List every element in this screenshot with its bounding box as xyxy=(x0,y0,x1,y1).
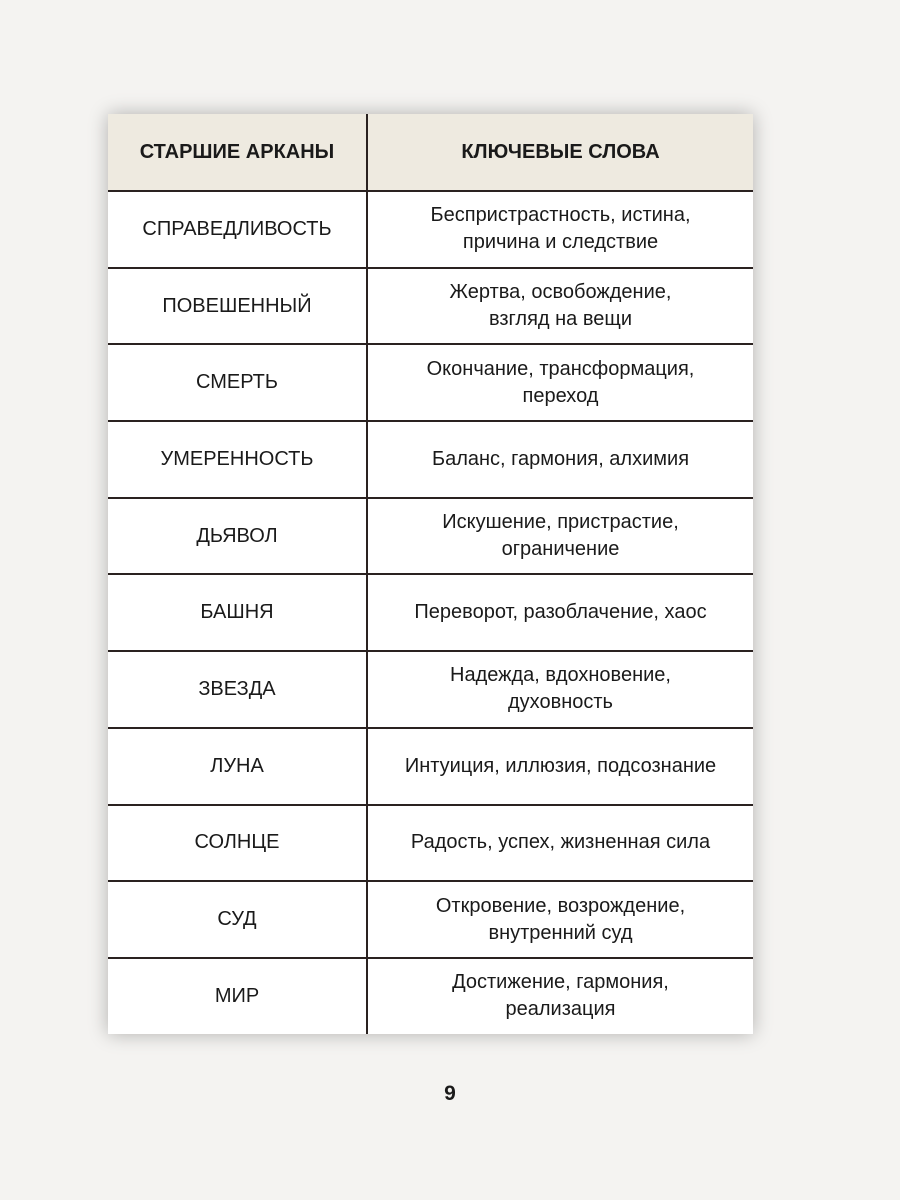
table-row xyxy=(108,650,753,727)
table-row xyxy=(108,497,753,574)
arcana-name-cell: ЗВЕЗДА xyxy=(108,652,368,727)
table-row xyxy=(108,957,753,1034)
page-number: 9 xyxy=(444,1082,456,1105)
keywords-cell: Баланс, гармония, алхимия xyxy=(431,447,690,470)
keywords-cell: Переворот, разоблачение, хаос xyxy=(414,601,707,624)
arcana-name-cell: СУД xyxy=(108,882,368,957)
arcana-name-cell: СОЛНЦЕ xyxy=(108,806,368,881)
table-row xyxy=(108,343,753,420)
table-row xyxy=(108,804,753,881)
keywords-cell: Окончание, трансформация, переход xyxy=(426,357,695,407)
keywords-cell: Радость, успех, жизненная сила xyxy=(410,831,711,854)
header-major-arcana: СТАРШИЕ АРКАНЫ xyxy=(108,114,368,190)
table-row xyxy=(108,727,753,804)
keywords-cell: Беспристрастность, истина, причина и следствие xyxy=(430,204,691,254)
arcana-name-cell: ЛУНА xyxy=(108,729,368,804)
arcana-name-cell: МИР xyxy=(108,959,368,1034)
arcana-name-cell: СМЕРТЬ xyxy=(108,345,368,420)
table-row xyxy=(108,190,753,267)
arcana-name-cell: ДЬЯВОЛ xyxy=(108,499,368,574)
keywords-cell: Откровение, возрождение, внутренний суд xyxy=(435,894,686,944)
table-row xyxy=(108,573,753,650)
table-row xyxy=(108,880,753,957)
keywords-cell: Достижение, гармония, реализация xyxy=(452,971,669,1021)
arcana-table xyxy=(108,114,753,1034)
arcana-name-cell: СПРАВЕДЛИВОСТЬ xyxy=(108,192,368,267)
table-row xyxy=(108,420,753,497)
table-header xyxy=(108,114,753,190)
keywords-cell: Интуиция, иллюзия, подсознание xyxy=(404,754,717,777)
keywords-cell: Надежда, вдохновение, духовность xyxy=(450,664,671,714)
arcana-name-cell: УМЕРЕННОСТЬ xyxy=(108,422,368,497)
arcana-name-cell: БАШНЯ xyxy=(108,575,368,650)
table-row xyxy=(108,267,753,344)
keywords-cell: Искушение, пристрастие, ограничение xyxy=(442,511,679,561)
header-keywords: КЛЮЧЕВЫЕ СЛОВА xyxy=(461,140,660,163)
arcana-name-cell: ПОВЕШЕННЫЙ xyxy=(108,269,368,344)
keywords-cell: Жертва, освобождение, взгляд на вещи xyxy=(449,281,672,331)
